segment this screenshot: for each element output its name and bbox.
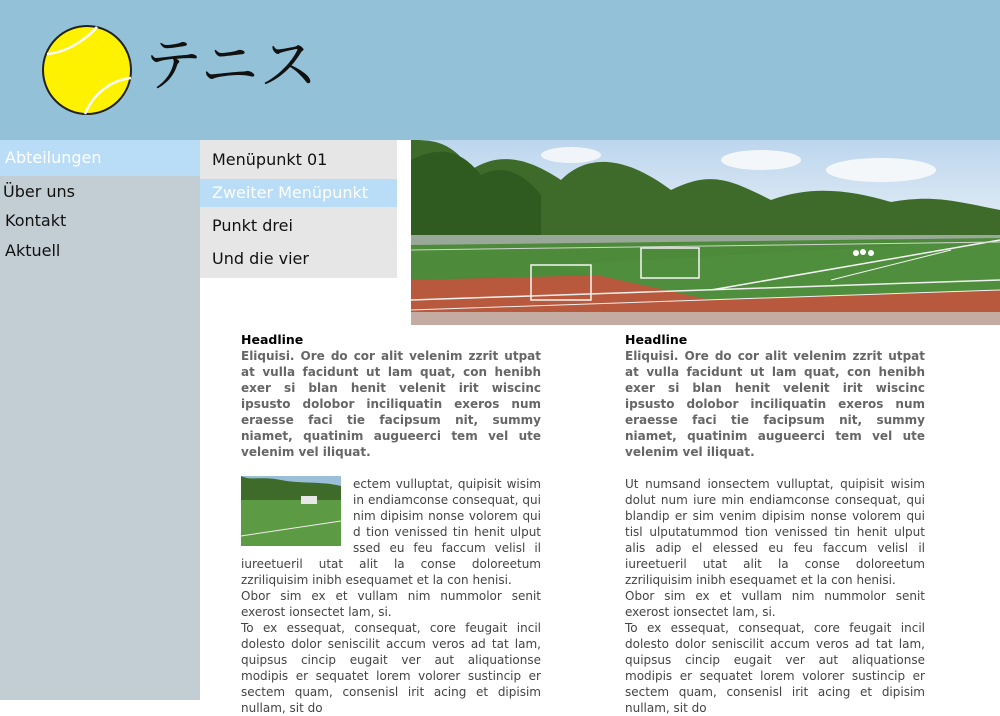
submenu-item-zweiter-menuepunkt[interactable]: Zweiter Menüpunkt	[200, 179, 397, 207]
column-paragraph: To ex essequat, consequat, core feugait incil dolesto dolor seniscilit accum veros ad tat lam, quipsus cincip eugait ver aut aliquationse modipis er sequatet lorem volorer sustincip er sectem quam, consenisl irit acing et dipisim nullam, sit do	[241, 621, 541, 715]
sidebar-item-kontakt[interactable]: Kontakt	[5, 211, 67, 230]
column-lead-text: Eliquisi. Ore do cor alit velenim zzrit utpat at vulla facidunt ut lam quat, con henibh exer si blan henit velenit irit wiscinc ipsusto dolobor inciliquatin exeros num eraesse faci tie facipsum nit, summy niamet, quatinim augueerci tem vel ute velenim vel iliquat.	[625, 349, 925, 459]
content-column-left	[241, 332, 541, 716]
submenu-item-und-die-vier[interactable]: Und die vier	[212, 249, 309, 268]
site-header	[0, 0, 1000, 140]
column-paragraph: ectem vulluptat, quipisit wisim in endiamconse consequat, qui nim dipisim nonse volorem qui d tion venissed tin henit ulput ssed eu feu faccum velisl il iureetueril utat alit la conse doloreetum zzriliquisim inibh esequamet et la con henisi.	[241, 477, 541, 587]
column-paragraph: To ex essequat, consequat, core feugait incil dolesto dolor seniscilit accum veros ad tat lam, quipsus cincip eugait ver aut aliquationse modipis er sequatet lorem volorer sustincip er sectem quam, consenisl irit acing et dipisim nullam, sit do	[625, 621, 925, 715]
content-column-right	[625, 332, 925, 716]
site-logo-text[interactable]: テニス	[144, 31, 319, 99]
column-paragraph: Obor sim ex et vullam nim nummolor senit exerost ionsectet lam, si.	[241, 589, 541, 619]
sidebar-nav	[0, 140, 200, 700]
submenu-nav	[200, 140, 397, 278]
sidebar-item-abteilungen[interactable]: Abteilungen	[0, 140, 200, 176]
hero-image	[411, 140, 1000, 325]
submenu-item-punkt-drei[interactable]: Punkt drei	[212, 216, 293, 235]
tennis-ball-icon	[41, 24, 133, 116]
column-headline: Headline	[241, 332, 304, 347]
submenu-item-menuepunkt-01[interactable]: Menüpunkt 01	[212, 150, 328, 169]
sidebar-item-aktuell[interactable]: Aktuell	[5, 241, 61, 260]
column-paragraph: Obor sim ex et vullam nim nummolor senit exerost ionsectet lam, si.	[625, 589, 925, 619]
field-thumbnail-image	[241, 476, 341, 546]
column-paragraph: Ut numsand ionsectem vulluptat, quipisit wisim dolut num iure min endiamconse consequat, qui blandip er sim venim dipisim nonse volorem qui tisl ulputatummod tion venissed tin henit ulput alis adip el elessed eu feu faccum velisl il iureetueril utat alit la conse doloreetum zzriliquisim inibh esequamet et la con henisi.	[625, 477, 925, 587]
column-headline: Headline	[625, 332, 688, 347]
sidebar-item-ueber-uns[interactable]: Über uns	[3, 182, 75, 201]
column-lead-text: Eliquisi. Ore do cor alit velenim zzrit utpat at vulla facidunt ut lam quat, con henibh exer si blan henit velenit irit wiscinc ipsusto dolobor inciliquatin exeros num eraesse faci tie facipsum nit, summy niamet, quatinim augueerci tem vel ute velenim vel iliquat.	[241, 349, 541, 459]
